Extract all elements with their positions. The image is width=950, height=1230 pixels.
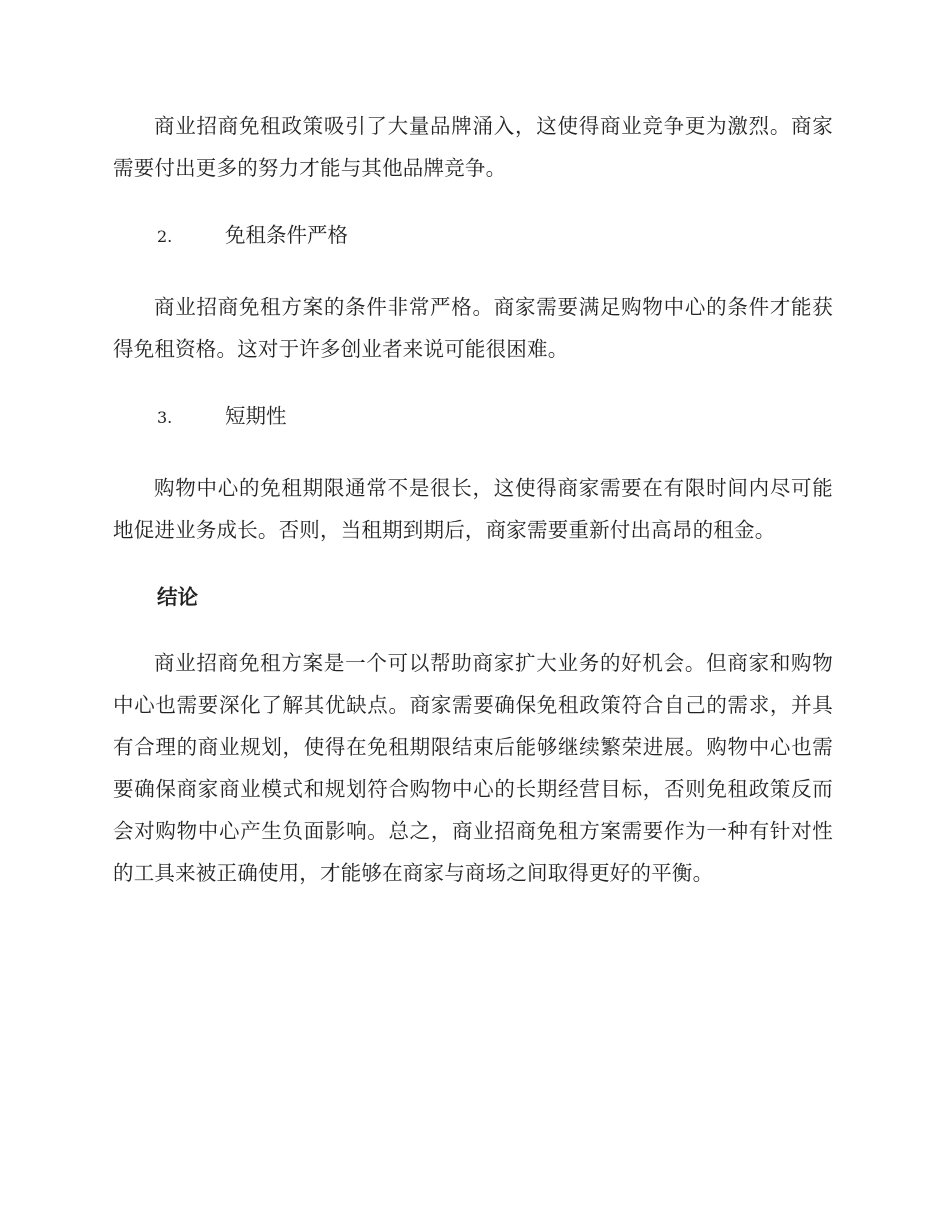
paragraph-conclusion: 商业招商免租方案是一个可以帮助商家扩大业务的好机会。但商家和购物中心也需要深化了解其优缺点。商家需要确保免租政策符合自己的需求，并具有合理的商业规划，使得在免租期限结束后能够继续繁荣进展。购物中心也需要确保商家商业模式和规划符合购物中心的长期经营目标，否则免租政策反而会对购物中心产生负面影响。总之，商业招商免租方案需要作为一种有针对性的工具来被正确使用，才能够在商家与商场之间取得更好的平衡。: [113, 651, 833, 885]
list-item-short-term: [113, 395, 833, 439]
list-number: 3.: [157, 408, 173, 427]
section-heading-conclusion: 结论: [157, 585, 198, 609]
list-item-strict-conditions: [113, 214, 833, 258]
paragraph-conditions: 商业招商免租方案的条件非常严格。商家需要满足购物中心的条件才能获得免租资格。这对于许多创业者来说可能很困难。: [113, 295, 833, 361]
document-page: [113, 105, 833, 919]
list-item-label: 短期性: [225, 404, 287, 428]
paragraph-short-term: 购物中心的免租期限通常不是很长，这使得商家需要在有限时间内尽可能地促进业务成长。否则，当租期到期后，商家需要重新付出高昂的租金。: [113, 476, 833, 542]
paragraph-competition: 商业招商免租政策吸引了大量品牌涌入，这使得商业竞争更为激烈。商家需要付出更多的努力才能与其他品牌竞争。: [113, 114, 833, 180]
list-number: 2.: [157, 227, 173, 246]
list-item-label: 免租条件严格: [225, 223, 348, 247]
